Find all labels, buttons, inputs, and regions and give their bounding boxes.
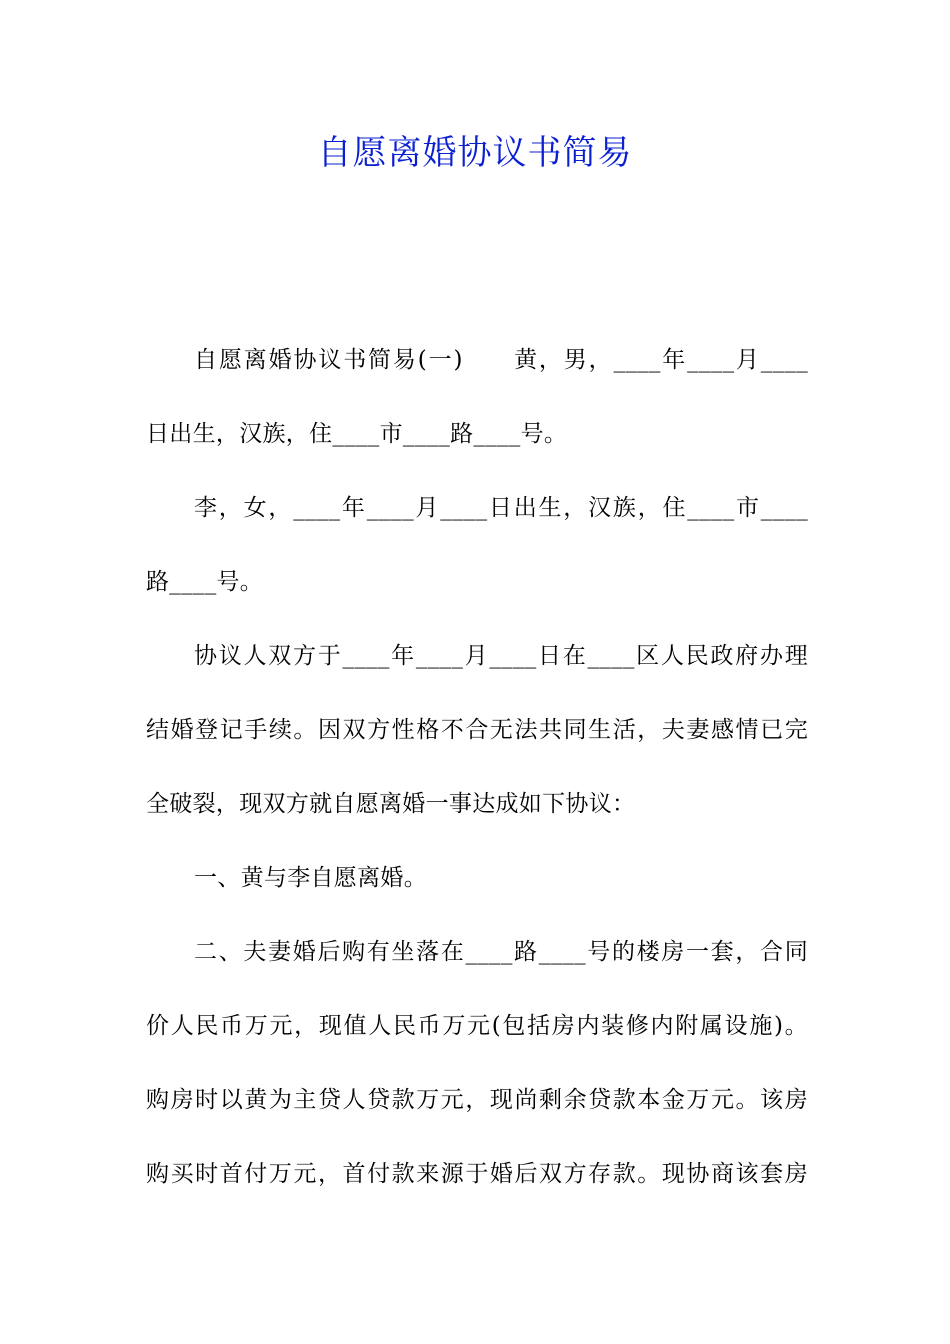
paragraph-line: 全破裂，现双方就自愿离婚一事达成如下协议：: [146, 791, 636, 817]
paragraph-line: 价人民币万元，现值人民币万元(包括房内装修内附属设施)。: [146, 1013, 808, 1039]
paragraph-line: 李，女，____年____月____日出生，汉族，住____市____: [194, 495, 808, 521]
paragraph-line: 协议人双方于____年____月____日在____区人民政府办理: [194, 643, 808, 669]
paragraph-line: 结婚登记手续。因双方性格不合无法共同生活，夫妻感情已完: [146, 717, 808, 743]
paragraph-line: 购房时以黄为主贷人贷款万元，现尚剩余贷款本金万元。该房: [146, 1087, 808, 1113]
paragraph-line: 二、夫妻婚后购有坐落在____路____号的楼房一套，合同: [194, 939, 808, 965]
paragraph-line: 购买时首付万元，首付款来源于婚后双方存款。现协商该套房: [146, 1161, 808, 1187]
paragraph-line: 自愿离婚协议书简易(一) 黄，男，____年____月____: [194, 347, 808, 373]
paragraph-line: 日出生，汉族，住____市____路____号。: [146, 421, 568, 447]
paragraph-line: 一、黄与李自愿离婚。: [194, 865, 427, 891]
paragraph-line: 路____号。: [146, 569, 264, 595]
document-body: [146, 323, 808, 1211]
document-title: 自愿离婚协议书简易: [317, 133, 633, 173]
